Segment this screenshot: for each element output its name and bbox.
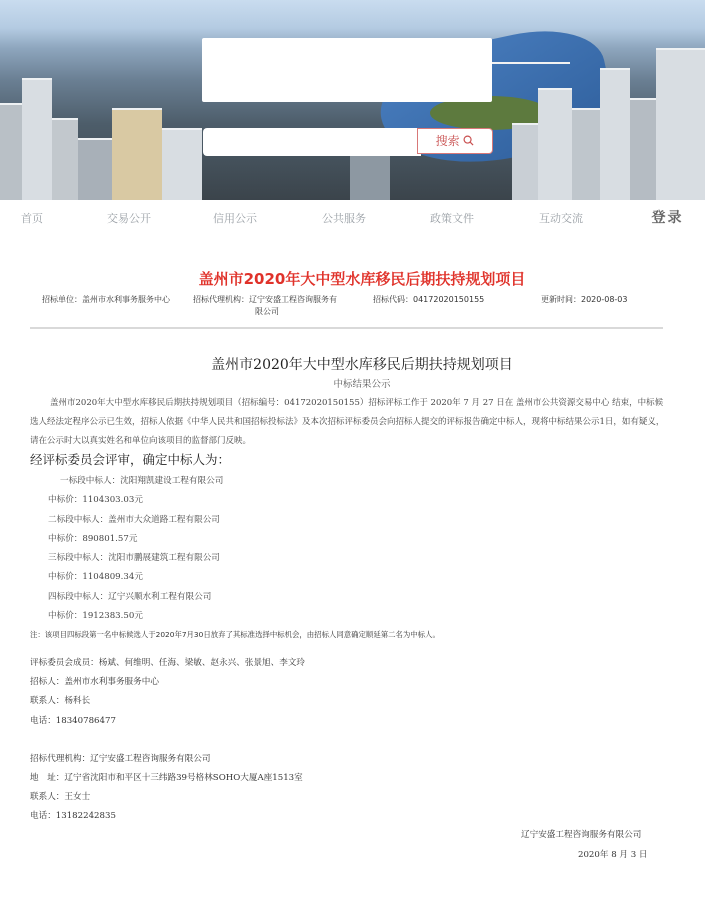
committee-members: 评标委员会成员：杨斌、何维明、任海、梁敏、赵永兴、张景旭、李文玲 [30, 658, 306, 668]
winner-1-name: 一标段中标人：沈阳翔凯建设工程有限公司 [60, 476, 224, 486]
winner-4-name: 四标段中标人：辽宁兴顺水利工程有限公司 [48, 592, 212, 602]
signature-org: 辽宁安盛工程咨询服务有限公司 [521, 830, 642, 840]
tenderer-phone: 电话：18340786477 [30, 716, 116, 726]
tenderer-contact: 联系人：杨科长 [30, 696, 91, 706]
tenderer-name: 招标人：盖州市水利事务服务中心 [30, 677, 159, 687]
winner-2-price: 中标价：890801.57元 [48, 534, 138, 544]
nav-item-public-service[interactable]: 公共服务 [322, 212, 366, 225]
search-input[interactable] [203, 128, 421, 156]
agency-contact: 联系人：王女士 [30, 792, 91, 802]
committee-heading: 经评标委员会评审，确定中标人为： [30, 452, 231, 467]
search-button-label: 搜索 [435, 134, 460, 148]
nav-item-credit[interactable]: 信用公示 [213, 212, 257, 225]
nav-item-trade-disclosure[interactable]: 交易公开 [107, 212, 151, 225]
winner-2-name: 二标段中标人：盖州市大众道路工程有限公司 [48, 515, 220, 525]
winner-3-name: 三标段中标人：沈阳市鹏展建筑工程有限公司 [48, 553, 220, 563]
winner-4-price: 中标价：1912383.50元 [48, 611, 143, 621]
agency-name: 招标代理机构：辽宁安盛工程咨询服务有限公司 [30, 754, 211, 764]
agency-line-1: 招标代理机构：辽宁安盛工程咨询服务有 [193, 295, 337, 304]
search-icon [463, 130, 474, 154]
login-button[interactable]: 登录 [630, 200, 705, 236]
page-title: 盖州市2020年大中型水库移民后期扶持规划项目 [198, 270, 526, 288]
document-paragraph: 盖州市2020年大中型水库移民后期扶持规划项目（招标编号：04172020150155）招标评标工作于 2020年 7 月 27 日在 盖州市公共资源交易中心 结束，中标候选人经法定程序公示已生效，招标人依据《中华人民共和国招标投标法》及本次招标评标委员会向招标人提交的评标报告确定中标人，现将中标结果公示1日，如有疑义，请在公示时大以真实姓名和单位向该项目的监督部门反映。 [30, 398, 665, 446]
winner-1-price: 中标价：1104303.03元 [48, 495, 143, 505]
update-time: 更新时间：2020-08-03 [541, 295, 628, 304]
divider [30, 327, 663, 329]
agency-label [193, 294, 337, 318]
search-button[interactable] [417, 128, 493, 154]
bridge-graphic [490, 62, 570, 84]
nav-item-home[interactable]: 首页 [21, 212, 43, 225]
winner-3-price: 中标价：1104809.34元 [48, 572, 143, 582]
nav-item-interaction[interactable]: 互动交流 [539, 212, 583, 225]
document-subtitle: 中标结果公示 [333, 379, 391, 390]
agency-phone: 电话：13182242835 [30, 811, 116, 821]
bid-code: 招标代码：04172020150155 [373, 295, 485, 304]
tenderer-label: 招标单位：盖州市水利事务服务中心 [42, 295, 170, 304]
site-logo-area [202, 38, 492, 102]
main-nav [0, 200, 705, 234]
header-banner [0, 0, 705, 200]
agency-address: 地 址：辽宁省沈阳市和平区十三纬路39号格林SOHO大厦A座1513室 [30, 773, 303, 783]
note-text: 注：该项目四标段第一名中标候选人于2020年7月30日放弃了其标准选择中标机会，由招标人同意确定顺延第二名为中标人。 [30, 630, 440, 639]
document-title: 盖州市2020年大中型水库移民后期扶持规划项目 [211, 357, 513, 373]
nav-item-policy[interactable]: 政策文件 [430, 212, 474, 225]
agency-line-2: 限公司 [255, 307, 279, 316]
signature-date: 2020年 8 月 3 日 [578, 850, 648, 860]
